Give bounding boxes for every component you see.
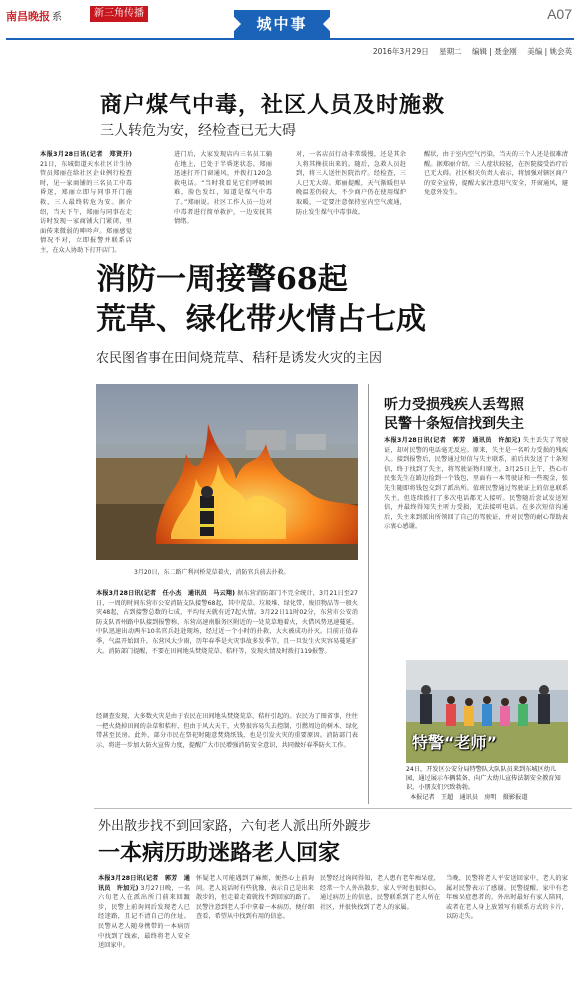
designer-credit: 美编 | 姚会英 bbox=[527, 47, 572, 56]
story2-column-2: 经调查发现，大多数火灾是由于农民在田间地头焚烧荒草、秸秆引起的。农民为了图省事，往往一把火烧掉田间的杂草和秸秆，但由于风大天干，火势很容易失去控制，引燃周边的树木、绿化带甚至民房。此外，部分市民在祭祀时随意焚烧纸钱，也是引发火灾的重要原因。消防部门表示，将进一步加大防火宣传力度，提醒广大市民增强消防安全意识，共同做好春季防火工作。 bbox=[96, 713, 358, 749]
newspaper-logo bbox=[6, 8, 62, 24]
story3-text: 失主丢失了驾驶证，却对民警的电话毫无反应。原来，失主是一名听力受损的残疾人。接到报警后，民警通过短信与失主联系，前后共发送了十条短信，终于找到了失主，将驾驶证物归原主。3月25日上午，热心市民张先生在路边捡到一个钱包，里面有一本驾驶证和一些现金，张先生随即将钱包交到了派出所。值班民警通过驾驶证上的信息联系失主，但连续拨打了多次电话都无人接听。民警随后尝试发送短信，并最终得知失主听力受损，无法接听电话。在多次短信沟通后，失主来到派出所领回了自己的驾驶证，并对民警的耐心帮助表示衷心感谢。 bbox=[384, 437, 569, 531]
brand-suffix: 系 bbox=[52, 12, 62, 23]
section-divider bbox=[94, 808, 572, 809]
story1-column-1 bbox=[40, 150, 132, 254]
story4-column-4: 当晚，民警将老人平安送回家中，老人的家属对民警表示了感谢。民警提醒，家中有老年痴呆症患者的，外出时最好有家人陪同，或者在老人身上放置写有联系方式的卡片，以防走失。 bbox=[446, 875, 568, 921]
story4-column-2: 怀疑老人可能遇到了麻烦，便热心上前询问。老人说话时有些犹豫，表示自己是出来散步的，但走着走着就找不到回家的路了。民警注意到老人手中拿着一本病历，便仔细查看，希望从中找到有用的信息。 bbox=[196, 875, 314, 921]
story2-subhead: 农民图省事在田间烧荒草、秸秆是诱发火灾的主因 bbox=[96, 351, 383, 366]
page-number: A07 bbox=[547, 6, 572, 22]
story4-byline: 本报3月28日讯(记者 郭芳 通讯员 许加元) bbox=[98, 875, 190, 892]
fire-photo bbox=[96, 384, 358, 560]
editor-credit: 编辑 | 聂金刚 bbox=[472, 47, 517, 56]
story1-column-2: 进门后，大家发现店内三名员工躺在地上，已处于半昏迷状态。郑丽迅速打开门窗通风，并拨打120急救电话。“当时我看见它们呼吸困难，脸色发红，知道是煤气中毒了。”郑丽说。社区工作人员一边对中毒者进行简单救护，一边安抚其情绪。 bbox=[174, 151, 272, 226]
story4-column-1 bbox=[98, 874, 190, 974]
story3-byline: 本报3月28日讯(记者 郭芳 通讯员 许加元) bbox=[384, 437, 521, 444]
column-divider bbox=[368, 384, 369, 804]
story3-body bbox=[384, 436, 568, 654]
dateline bbox=[365, 46, 572, 57]
photo-credit: 本报记者 王超 通讯员 房明 摄影报道 bbox=[410, 794, 528, 801]
kindergarten-photo-caption: 24日，开发区公安分局特警队大队队员来到东城区幼儿园，通过展示车辆装备、向广大幼儿宣传法制安全教育知识，小朋友们兴致勃勃。 bbox=[406, 766, 561, 791]
story4-text-1: 3月27日晚，一名六旬老人在派出所门前来回踱步，民警上前询问后发现老人已经迷路，且记不清自己的住址。民警从老人随身携带的一本病历中找到了线索，最终将老人安全送回家中。 bbox=[98, 884, 191, 950]
story1-byline: 本报3月28日讯(记者 郑贤开) bbox=[40, 151, 132, 158]
story4-column-3: 民警经过询问得知，老人患有老年痴呆症，经常一个人外出散步，家人平时也很担心。通过病历上的信息，民警联系到了老人所在社区，并很快找到了老人的家属。 bbox=[320, 875, 440, 911]
fire-photo-image bbox=[96, 384, 358, 560]
story4-subhead: 外出散步找不到回家路，六旬老人派出所外踱步 bbox=[98, 819, 372, 834]
kindergarten-photo bbox=[406, 660, 568, 763]
fire-photo-caption: 3月20日，东二路广利河桥荒草着火，消防官兵前去扑救。 bbox=[134, 569, 290, 576]
story1-subhead: 三人转危为安，经检查已无大碍 bbox=[100, 123, 296, 139]
issue-weekday: 星期二 bbox=[439, 47, 462, 56]
story2-byline: 本报3月28日讯(记者 任小杰 通讯员 马云翔) bbox=[96, 590, 235, 597]
masthead bbox=[0, 0, 580, 42]
kindergarten-photo-label: 特警“老师” bbox=[412, 733, 498, 752]
section-title: 城中事 bbox=[234, 10, 330, 38]
story3-headline-line1: 听力受损残疾人丢驾照 bbox=[384, 397, 524, 413]
story2-headline-line1: 消防一周接警68起 bbox=[96, 262, 348, 297]
header-divider bbox=[6, 38, 574, 40]
brand-name: 南昌晚报 bbox=[6, 10, 50, 23]
story3-headline-line2: 民警十条短信找到失主 bbox=[384, 416, 524, 432]
brand-tag: 新三角传播 bbox=[90, 6, 148, 22]
story2-text-1: 据东营消防部门不完全统计，3月21日至27日，一周的时间东营市公安消防支队接警68起，其中荒草、垃圾堆、绿化带、废旧物品等一般火灾48起，占到接警总数的七成，平均每天就有近7起火情。3月22日11时02分，东营市公安消防支队晋州路中队接到报警称，东营高速南服务区附近的一处荒草地着火，火借风势迅速蔓延。中队迅速出动两车10名官兵赶赴现场，经过近一个小时的扑救，大火被成功扑灭。目前正值春季，气温开始回升，东营风大少雨，历年春季是火灾事故多发季节，且一旦发生火灾容易蔓延扩大。消防部门提醒，不要在田间地头焚烧荒草、秸秆等，发现火情及时拨打119报警。 bbox=[96, 590, 358, 655]
story1-column-4: 醒状，由于室内空气污染，当天的三个人还是很难清醒。据郑丽介绍，三人症状较轻，在医院接受治疗后已无大碍。社区相关负责人表示，将加强对辖区商户的安全宣传，提醒大家注意用气安全，开窗通风，避免意外发生。 bbox=[424, 151, 568, 197]
story2-headline-line2: 荒草、绿化带火情占七成 bbox=[96, 302, 426, 337]
story1-text-1: 21日，东城街道天水社区计生协管员郑丽在给社区企业例行检查时，见一家商铺的三名员工中毒昏迷，郑丽立即与同事开门施救，三人最终转危为安。据介绍，当天下午，郑丽与同事在走访时发现一家商铺大门紧闭，里面传来微弱的呻吟声。郑丽感觉情况不对，立即报警并联系店主，在众人协助下打开店门。 bbox=[40, 160, 132, 254]
issue-date: 2016年3月29日 bbox=[372, 47, 429, 56]
story4-headline: 一本病历助迷路老人回家 bbox=[98, 840, 341, 866]
story1-column-3: 对，一名店员行动非常缓慢，还是其余人将其搀扶出来的。随后，急救人员赶到，将三人送往医院治疗。经检查，三人已无大碍。郑丽提醒，天气渐暖但早晚温差仍较大，不少商户仍在使用煤炉取暖，一定要注意保持室内空气流通，防止发生煤气中毒事故。 bbox=[296, 151, 406, 216]
story1-headline: 商户煤气中毒，社区人员及时施救 bbox=[100, 92, 446, 118]
story2-column-1 bbox=[96, 589, 358, 709]
